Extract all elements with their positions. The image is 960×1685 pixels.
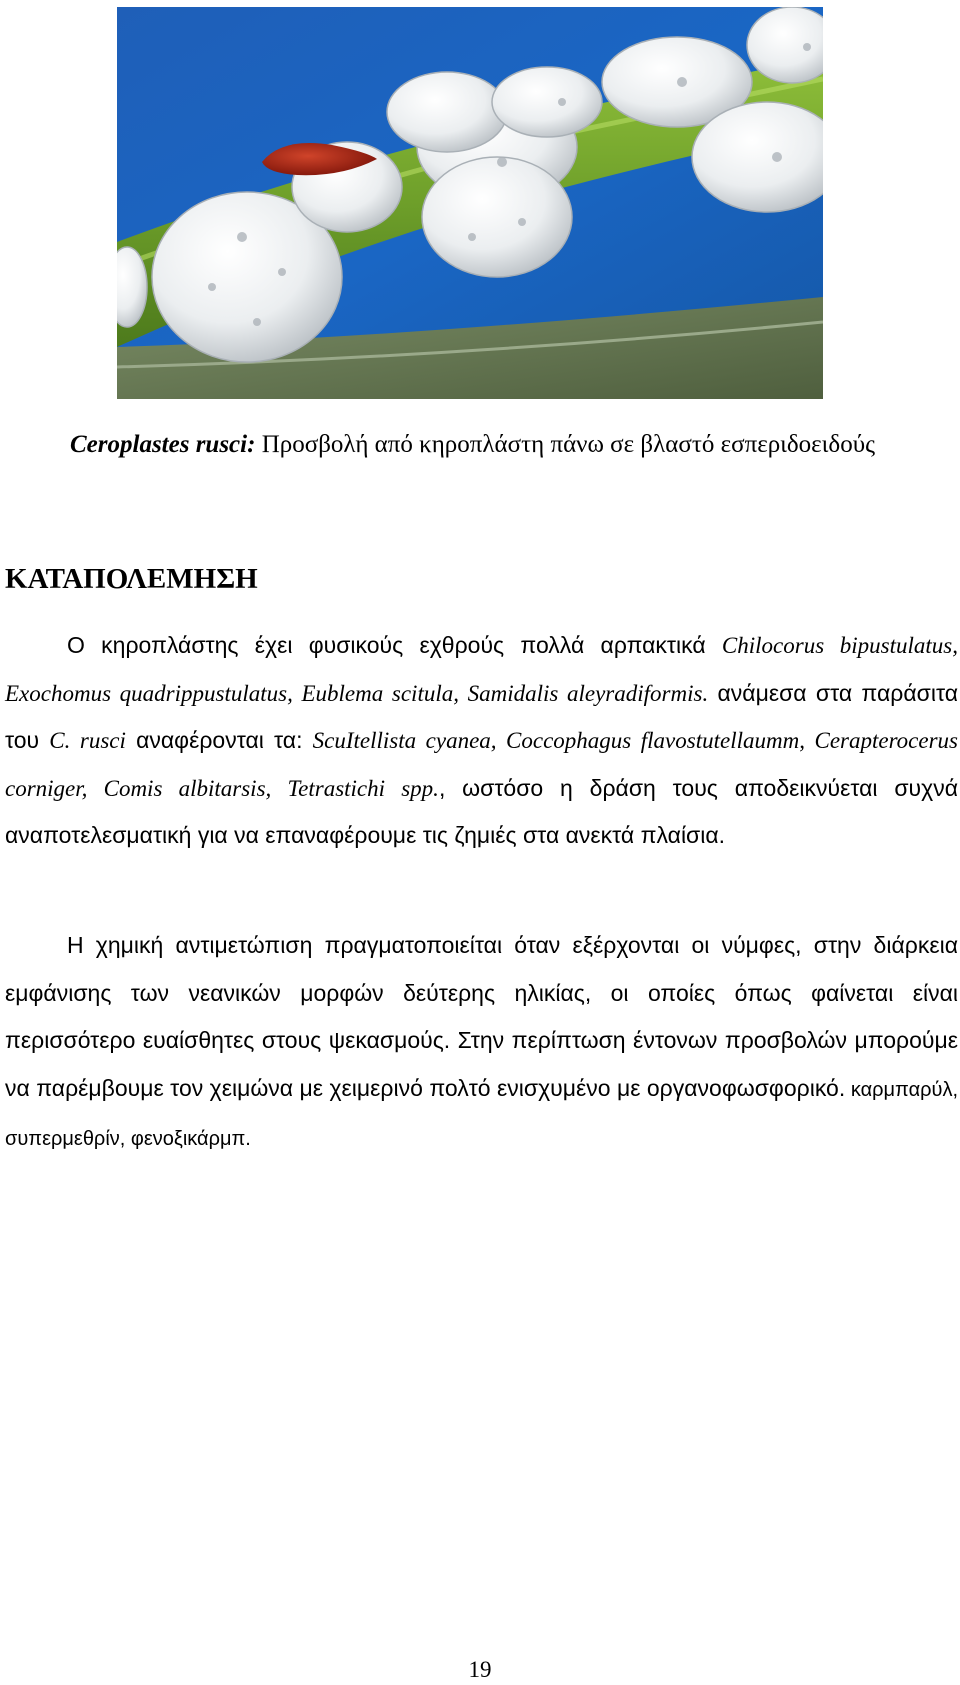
page-number: 19 [468,1657,492,1682]
scale-insect-photo [117,7,823,399]
p1-species: C. rusci [49,728,126,753]
p1-parasites: ScuItellista cyanea, Coccophagus flavostutellaumm, Cerapterocerus corniger, Comis albitarsis, Tetrastichi spp. [5,728,958,801]
p2-text-1: Η χημική αντιμετώπιση πραγματοποιείται όταν εξέρχονται οι νύμφες, στην διάρκεια εμφάνισης των νεανικών μορφών δεύτερης ηλικίας, οι οποίες όπως φαίνεται είναι περισσότερο ευαίσθητες στους ψεκασμούς. Στην περίπτωση έντονων προσβολών μπορούμε να παρέμβουμε τον χειμώνα με χειμερινό πολτό ενισχυμένο με οργανοφωσφορικό. [5,932,958,1101]
p1-text-4: , ωστόσο η δράση τους αποδεικνύεται συχνά αναποτελεσματική για να επαναφέρουμε τις ζημιές στα ανεκτά πλαίσια. [5,774,958,848]
caption-species: Ceroplastes rusci [70,431,248,458]
p1-text-1: Ο κηροπλάστης έχει φυσικούς εχθρούς πολλά αρπακτικά [67,632,722,658]
caption-colon: : [247,431,256,458]
caption-text: Προσβολή από κηροπλάστη πάνω σε βλαστό εσπεριδοειδούς [255,431,875,458]
p2-text-2: καρμπαρύλ, συπερμεθρίν, φενοξικάρμπ. [5,1078,958,1150]
p1-text-3: αναφέρονται τα: [125,727,313,753]
paragraph-natural-enemies [5,622,958,860]
p1-text-2: ανάμεσα στα παράσιτα του [5,679,958,753]
p1-predators: Chilocorus bipustulatus, Exochomus quadrippustulatus, Eublema scitula, Samidalis aleyradiformis. [5,633,959,706]
paragraph-chemical-control [5,922,958,1164]
section-heading: ΚΑΤΑΠΟΛΕΜΗΣΗ [5,563,258,595]
figure-caption [70,425,960,465]
